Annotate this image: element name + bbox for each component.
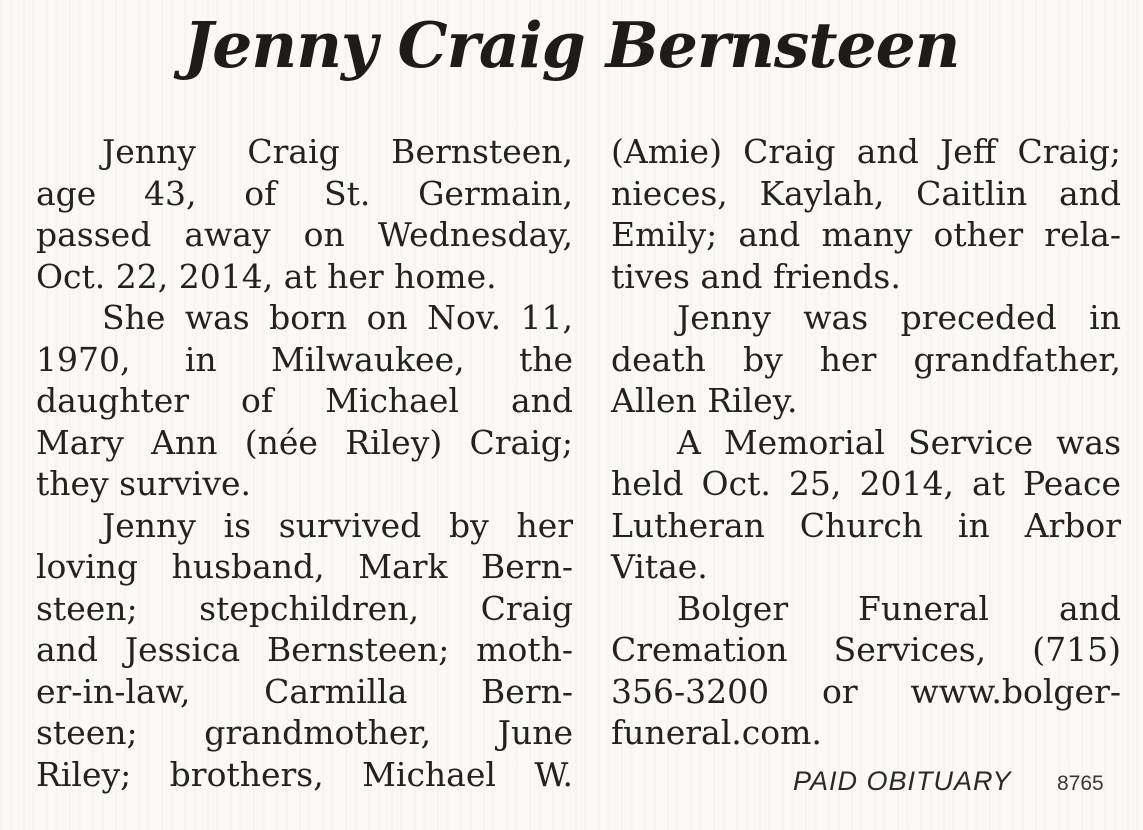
text-line: Emily; and many other rela- <box>611 215 1121 254</box>
text-line: er-in-law, Carmilla Bern- <box>36 671 573 711</box>
text-line: steen; grandmother, June <box>36 713 573 752</box>
text-line: loving husband, Mark Bern- <box>36 547 573 586</box>
text-line: (Amie) Craig and Jeff Craig; <box>611 132 1121 171</box>
text-line: and Jessica Bernsteen; moth- <box>36 630 573 669</box>
text-line: Lutheran Church in Arbor <box>611 505 1121 545</box>
paid-obituary-label: PAID OBITUARY <box>793 766 1012 796</box>
text-line: Jenny is survived by her <box>102 505 573 545</box>
page-title: Jenny Craig Bernsteen <box>183 8 960 82</box>
text-line: She was born on Nov. 11, <box>102 298 573 337</box>
text-line: Mary Ann (née Riley) Craig; <box>36 422 573 462</box>
obituary-column-left <box>36 131 573 795</box>
text-line: Oct. 22, 2014, at her home. <box>36 256 497 296</box>
text-line: 356-3200 or www.bolger- <box>611 671 1121 711</box>
text-line: held Oct. 25, 2014, at Peace <box>611 464 1121 503</box>
text-line: A Memorial Service was <box>677 422 1121 462</box>
text-line: they survive. <box>36 464 251 503</box>
obituary-column-right <box>611 131 1121 754</box>
text-line: Bolger Funeral and <box>677 588 1121 628</box>
text-line: Riley; brothers, Michael W. <box>36 754 573 794</box>
text-line: Vitae. <box>611 547 708 586</box>
text-line: Jenny was preceded in <box>677 298 1121 337</box>
text-line: death by her grandfather, <box>611 339 1121 379</box>
text-line: funeral.com. <box>611 713 822 752</box>
text-line: nieces, Kaylah, Caitlin and <box>611 173 1121 213</box>
text-line: Allen Riley. <box>611 381 798 420</box>
text-line: Jenny Craig Bernsteen, <box>102 132 573 171</box>
text-line: passed away on Wednesday, <box>36 215 573 254</box>
text-line: Cremation Services, (715) <box>611 630 1121 669</box>
text-line: daughter of Michael and <box>36 381 573 420</box>
obituary-code: 8765 <box>1057 772 1104 795</box>
text-line: tives and friends. <box>611 256 901 296</box>
text-line: age 43, of St. Germain, <box>36 173 573 213</box>
text-line: 1970, in Milwaukee, the <box>36 339 573 379</box>
text-line: steen; stepchildren, Craig <box>36 588 573 628</box>
